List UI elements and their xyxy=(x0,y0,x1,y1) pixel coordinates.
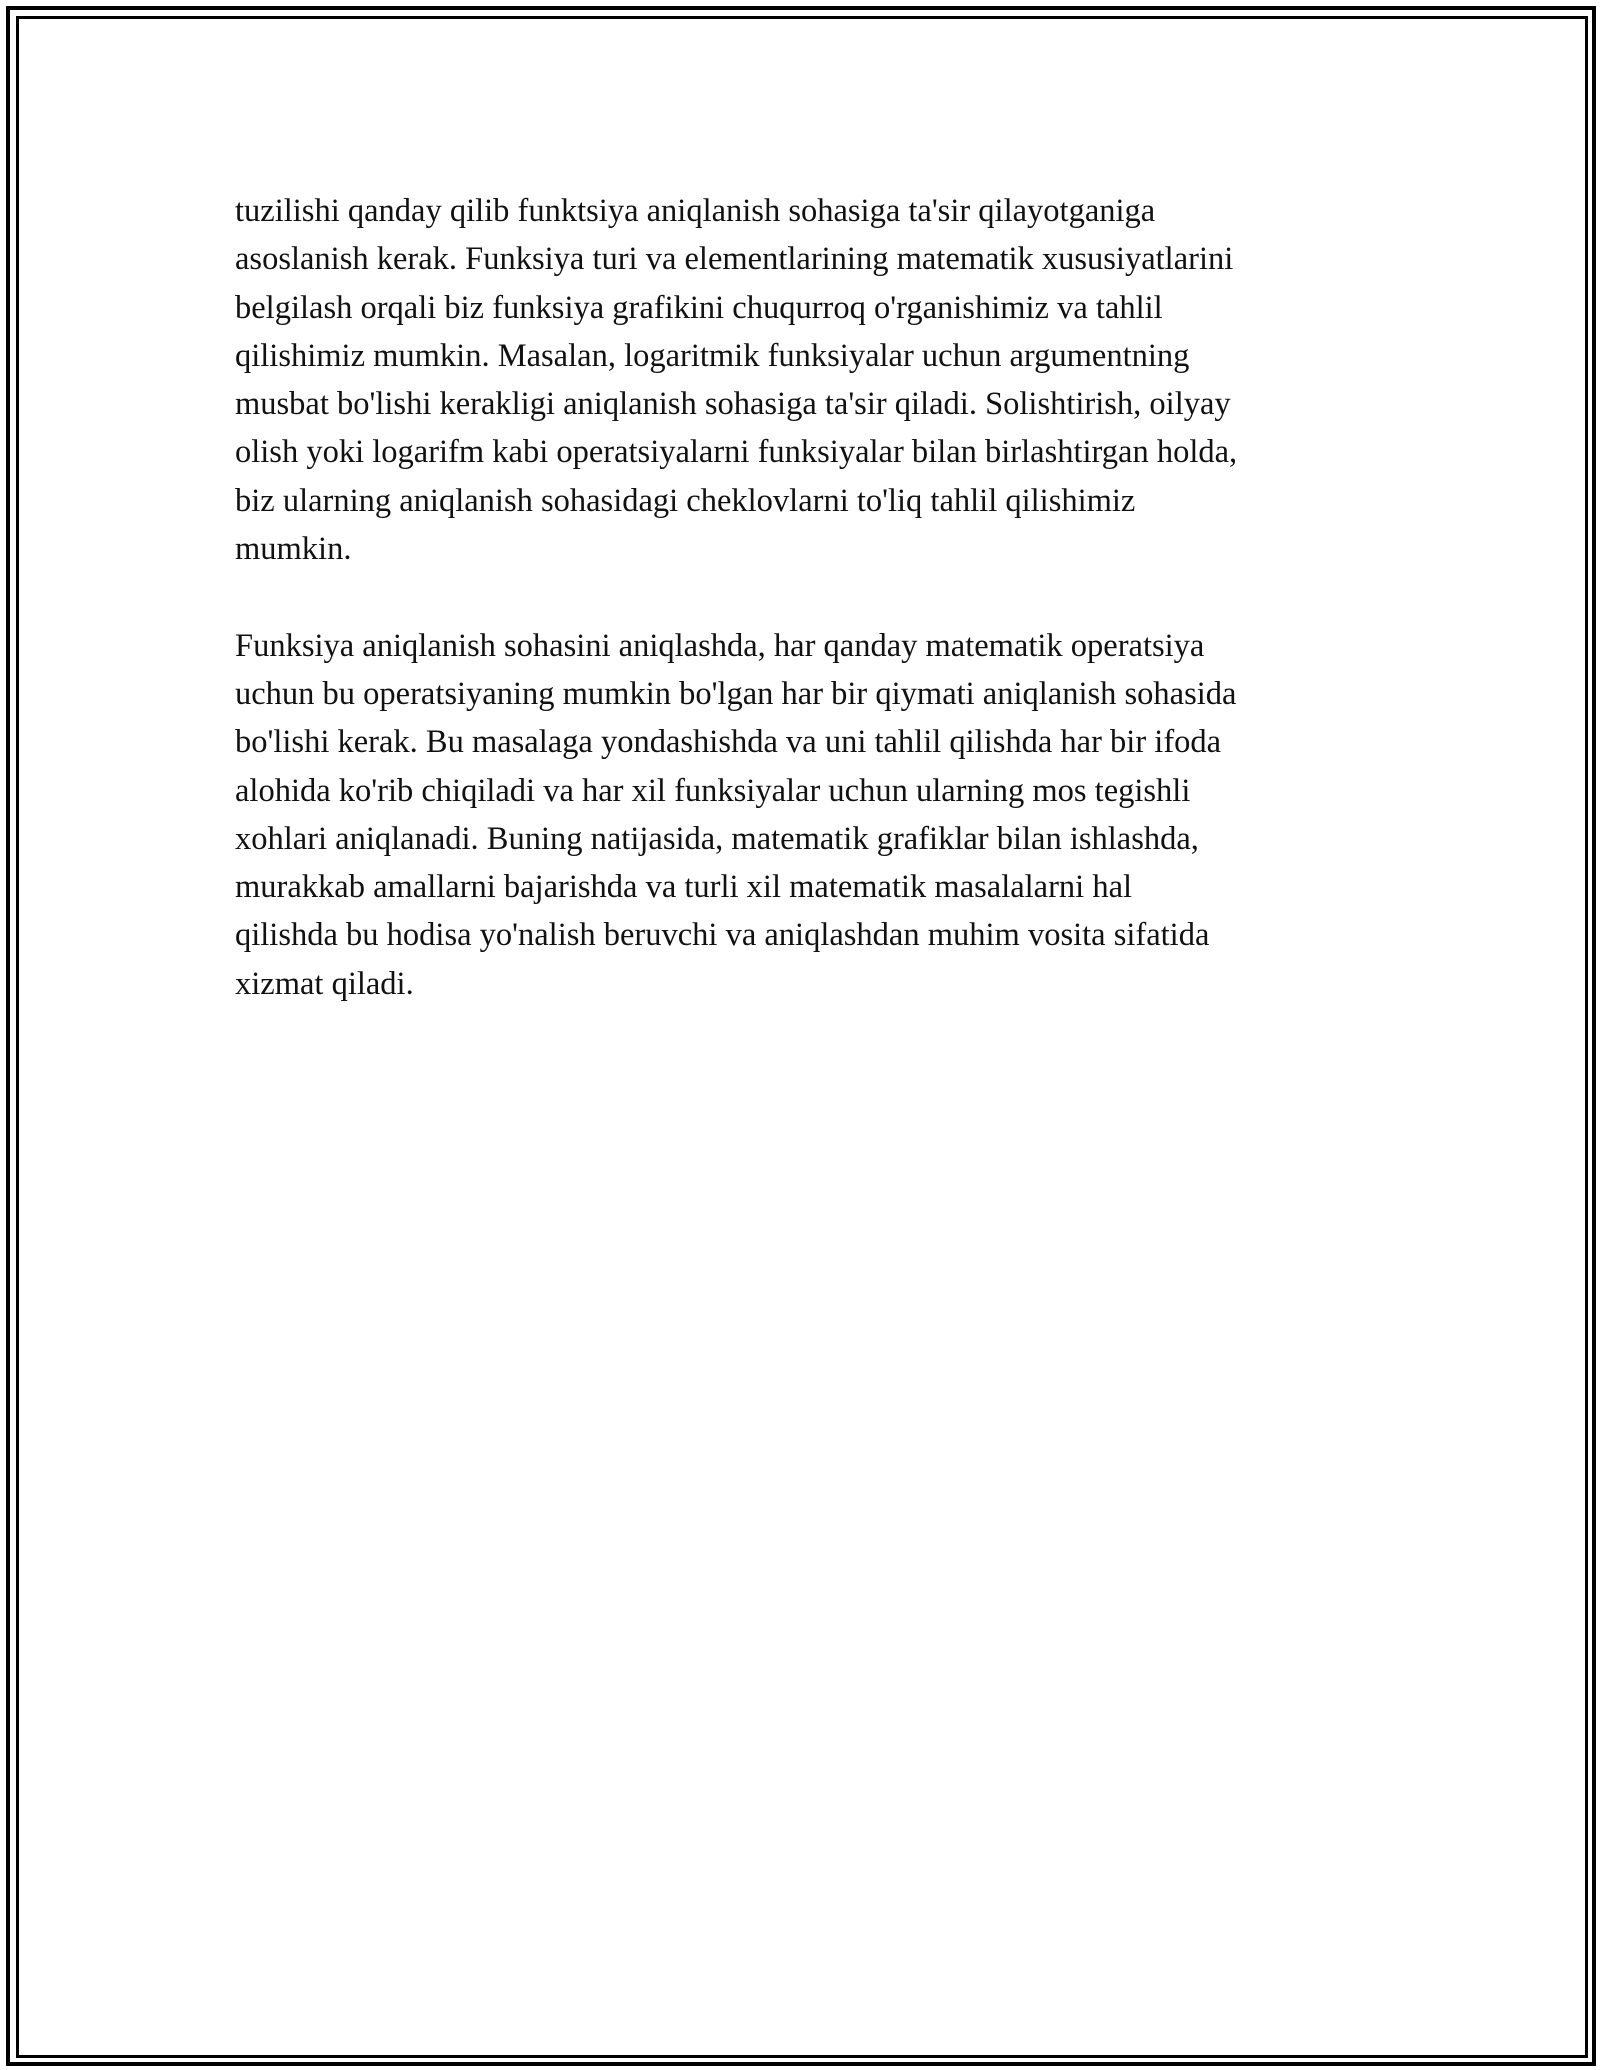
text-line: mumkin. xyxy=(235,531,352,568)
paragraph-2 xyxy=(235,622,1370,1008)
text-line: tuzilishi qanday qilib funktsiya aniqlanish sohasiga ta'sir qilayotganiga xyxy=(235,193,1156,229)
text-line: murakkab amallarni bajarishda va turli xil matematik masalalarni hal xyxy=(235,869,1133,906)
text-line: Funksiya aniqlanish sohasini aniqlashda, har qanday matematik operatsiya xyxy=(235,627,1205,664)
paragraph-1 xyxy=(235,187,1370,573)
text-line: musbat bo'lishi kerakligi aniqlanish sohasiga ta'sir qiladi. Solishtirish, oilyay xyxy=(235,386,1231,423)
text-line: xizmat qiladi. xyxy=(235,965,414,1002)
text-line: asoslanish kerak. Funksiya turi va elementlarining matematik xususiyatlarini xyxy=(235,241,1234,278)
document-body xyxy=(235,187,1370,1056)
text-line: biz ularning aniqlanish sohasidagi cheklovlarni to'liq tahlil qilishimiz xyxy=(235,482,1136,519)
text-line: alohida ko'rib chiqiladi va har xil funksiyalar uchun ularning mos tegishli xyxy=(235,772,1191,809)
text-line: olish yoki logarifm kabi operatsiyalarni funksiyalar bilan birlashtirgan holda, xyxy=(235,434,1238,471)
text-line: qilishda bu hodisa yo'nalish beruvchi va aniqlashdan muhim vosita sifatida xyxy=(235,917,1210,954)
text-line: belgilash orqali biz funksiya grafikini chuqurroq o'rganishimiz va tahlil xyxy=(235,289,1163,326)
text-line: qilishimiz mumkin. Masalan, logaritmik funksiyalar uchun argumentning xyxy=(235,337,1190,374)
text-line: xohlari aniqlanadi. Buning natijasida, matematik grafiklar bilan ishlashda, xyxy=(235,820,1199,857)
text-line: uchun bu operatsiyaning mumkin bo'lgan har bir qiymati aniqlanish sohasida xyxy=(235,675,1237,712)
text-line: bo'lishi kerak. Bu masalaga yondashishda va uni tahlil qilishda har bir ifoda xyxy=(235,724,1222,761)
